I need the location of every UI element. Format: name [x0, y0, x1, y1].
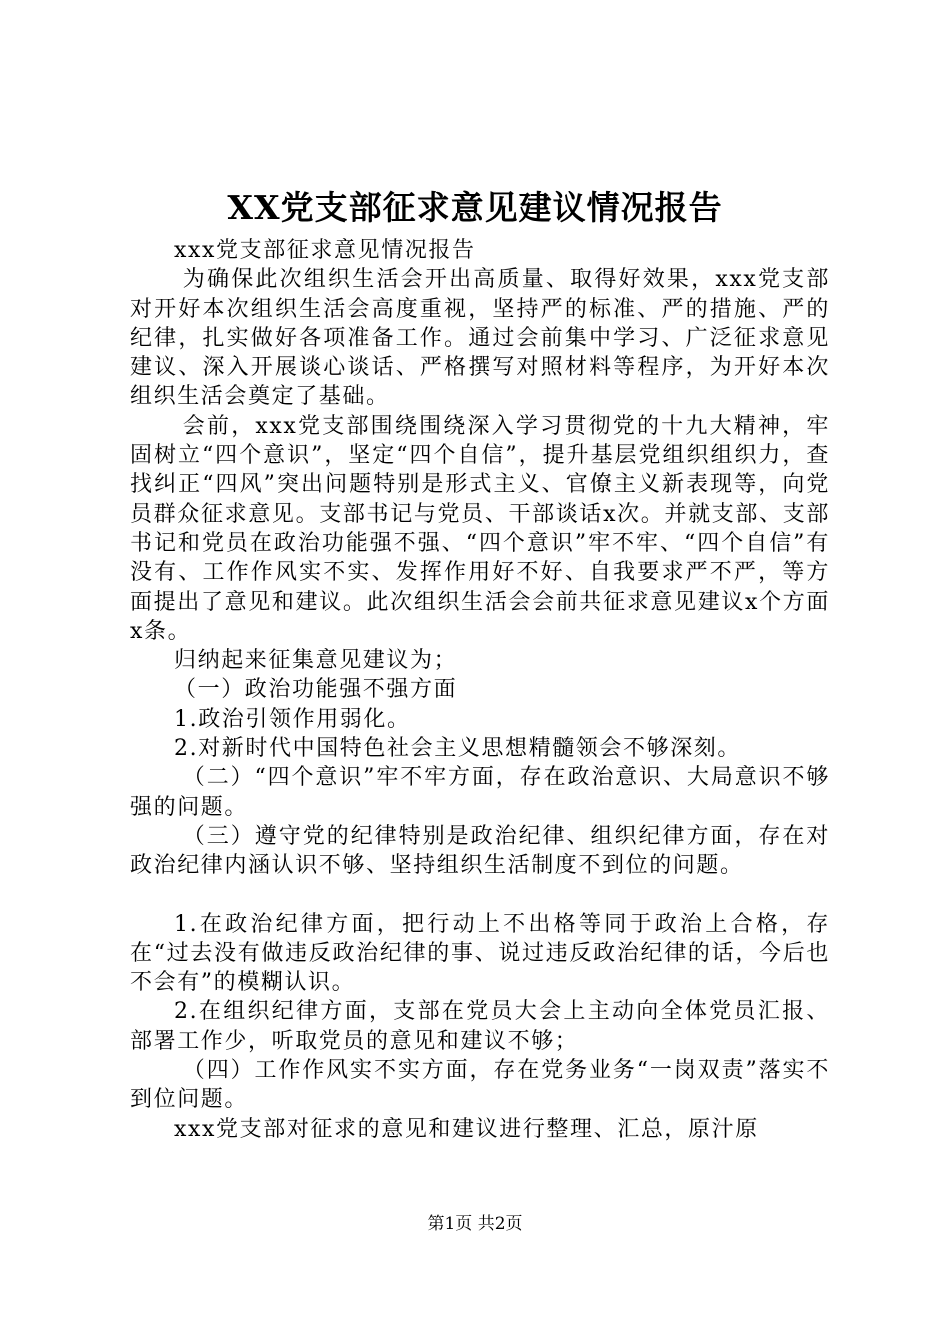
paragraph-item-3-2: 2.在组织纪律方面，支部在党员大会上主动向全体党员汇报、部署工作少，听取党员的意见和建议不够； — [130, 999, 830, 1054]
paragraph-section-2: （二）“四个意识”牢不牢方面，存在政治意识、大局意识不够强的问题。 — [130, 765, 830, 820]
paragraph-pre-meeting: 会前，xxx党支部围绕围绕深入学习贯彻党的十九大精神，牢固树立“四个意识”，坚定“四个自信”，提升基层党组织组织力，查找纠正“四风”突出问题特别是形式主义、官僚主义新表现等，向党员群众征求意见。支部书记与党员、干部谈话x次。并就支部、支部书记和党员在政治功能强不强、“四个意识”牢不牢、“四个自信”有没有、工作作风实不实、发挥作用好不好、自我要求严不严，等方面提出了意见和建议。此次组织生活会会前共征求意见建议x个方面x条。 — [130, 413, 830, 644]
paragraph-item-3-1: 1.在政治纪律方面，把行动上不出格等同于政治上合格，存在“过去没有做违反政治纪律的事、说过违反政治纪律的话，今后也不会有”的模糊认识。 — [130, 911, 830, 996]
paragraph-summary-lead: 归纳起来征集意见建议为； — [174, 648, 458, 674]
page-number-footer: 第1页 共2页 — [427, 1214, 523, 1234]
paragraph-item-1-1: 1.政治引领作用弱化。 — [174, 706, 411, 732]
document-title: XX党支部征求意见建议情况报告 — [227, 188, 723, 227]
paragraph-intro: 为确保此次组织生活会开出高质量、取得好效果，xxx党支部对开好本次组织生活会高度重视，坚持严的标准、严的措施、严的纪律，扎实做好各项准备工作。通过会前集中学习、广泛征求意见建议、深入开展谈心谈话、严格撰写对照材料等程序，为开好本次组织生活会奠定了基础。 — [130, 267, 830, 410]
paragraph-section-4: （四）工作作风实不实方面，存在党务业务“一岗双责”落实不到位问题。 — [130, 1058, 830, 1113]
paragraph-item-1-2: 2.对新时代中国特色社会主义思想精髓领会不够深刻。 — [174, 736, 741, 762]
document-body — [130, 236, 830, 1144]
paragraph-section-3: （三）遵守党的纪律特别是政治纪律、组织纪律方面，存在对政治纪律内涵认识不够、坚持组织生活制度不到位的问题。 — [130, 823, 830, 879]
paragraph-closing: xxx党支部对征求的意见和建议进行整理、汇总，原汁原 — [174, 1116, 759, 1142]
paragraph-subtitle: xxx党支部征求意见情况报告 — [174, 238, 476, 263]
paragraph-section-1: （一）政治功能强不强方面 — [174, 677, 458, 703]
